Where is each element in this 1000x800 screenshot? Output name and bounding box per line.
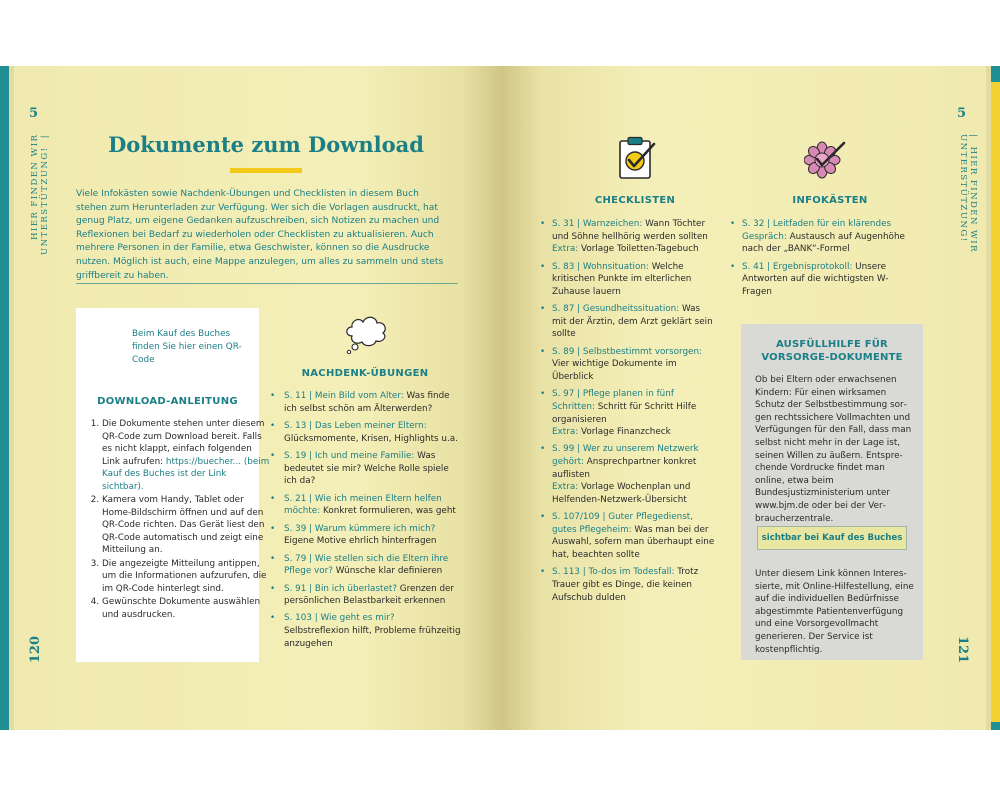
infokaesten-heading: INFOKÄSTEN <box>792 195 868 206</box>
list-item <box>262 450 462 488</box>
item-text: Was finde ich selbst schön am Älterwerden? <box>284 391 450 414</box>
item-text: Austausch auf Augenhöhe nach der „BANK“-Formel <box>742 231 905 255</box>
nachdenk-list <box>262 390 462 655</box>
step-text: Gewünschte Dokumente auswählen und ausdrucken. <box>102 597 261 620</box>
download-heading: DOWNLOAD-ANLEITUNG <box>97 396 238 407</box>
item-text: Vier wichtige Dokumente im Überblick <box>552 359 677 382</box>
download-steps <box>86 418 270 622</box>
list-item <box>102 558 270 596</box>
list-item <box>726 261 912 299</box>
chapter-number: 5 <box>29 106 39 121</box>
page-reference: S. 97 | Pflege planen in fünf Schritten: <box>552 389 674 412</box>
item-text: Schritt für Schritt Hilfe organisieren <box>552 401 697 425</box>
list-item <box>102 418 270 493</box>
qr-code-placeholder: Beim Kauf des Buches finden Sie hier einen QR-Code <box>132 329 242 365</box>
list-item <box>262 493 462 518</box>
checklisten-heading: CHECKLISTEN <box>594 195 676 206</box>
section-title: HIER FINDEN WIR UNTERSTÜTZUNG! <box>958 134 978 253</box>
chapter-number: 5 <box>957 106 967 121</box>
hidden-link-button[interactable]: sichtbar bei Kauf des Buches <box>757 526 907 550</box>
page-reference: S. 11 | Mein Bild vom Alter: <box>284 391 404 401</box>
list-item <box>536 303 716 341</box>
page-reference: S. 107/109 | Guter Pflegedienst, gutes Pflegeheim: <box>552 512 694 535</box>
list-item <box>262 612 462 650</box>
thought-cloud-icon <box>342 312 392 354</box>
download-link[interactable]: https://buecher... (beim Kauf des Buches ist der Link sichtbar). <box>102 456 270 492</box>
item-text: Konkret formulieren, was geht <box>320 506 456 517</box>
item-text: Was mit der Ärztin, dem Arzt geklärt sein sollte <box>552 304 713 340</box>
list-item <box>102 596 270 621</box>
list-item <box>102 494 270 557</box>
list-item <box>262 523 462 548</box>
list-item <box>536 346 716 384</box>
page-reference: S. 83 | Wohnsituation: <box>552 261 649 272</box>
page-reference: S. 19 | Ich und meine Familie: <box>284 450 415 461</box>
page-reference: S. 87 | Gesundheitssituation: <box>552 304 680 315</box>
item-text: Selbstreflexion hilft, Probleme frühzeitig anzugehen <box>284 626 461 649</box>
list-item <box>536 443 716 506</box>
page-number-left: 120 <box>28 636 43 664</box>
item-text: Trotz Trauer gibt es Dinge, die keinen Aufschub dulden <box>552 567 699 603</box>
list-item <box>262 420 462 445</box>
item-text: Grenzen der persönlichen Belastbarkeit erkennen <box>284 583 455 607</box>
extra-text: Vorlage Wochenplan und Helfenden-Netzwerk-Übersicht <box>552 482 691 505</box>
ausfuellhilfe-text: Ob bei Eltern oder erwachsenen Kindern: Für einen wirksamen Schutz der Selbstbestimmung sorgen rechtssichere Vollmachten und Verfügungen für den Fall, dass man selbst nicht mehr in der Lage ist, seinen Willen zu äußern. Entsprechende Vordrucke findet man online, etwa beim Bundesjustizministerium unter www.bjm.de oder bei der Verbraucherzentrale. <box>755 375 912 524</box>
item-text: Wann Töchter und Söhne hellhörig werden sollten <box>552 219 708 242</box>
list-item <box>262 583 462 608</box>
page-reference: S. 99 | Wer zu unserem Netzwerk gehört: <box>552 444 699 468</box>
page-reference: S. 39 | Warum kümmere ich mich? <box>284 523 436 534</box>
page-reference: S. 31 | Warnzeichen: <box>552 219 643 229</box>
item-text: Was bedeutet sie mir? Welche Rolle spiele ich da? <box>284 450 449 487</box>
page-title: Dokumente zum Download <box>108 132 424 157</box>
page-reference: S. 89 | Selbstbestimmt vorsorgen: <box>552 346 703 357</box>
page-number-right: 121 <box>955 636 970 664</box>
checklisten-list <box>536 218 716 609</box>
ausfuellhilfe-text-2: Unter diesem Link können Interessierte, mit Online-Hilfestellung, eine auf die individuellen Bedürfnisse abgestimmte Patientenverfügung und eine Vorsorgevollmacht generieren. Der Service ist kostenpflichtig. <box>755 569 914 655</box>
page-reference: S. 13 | Das Leben meiner Eltern: <box>284 420 427 431</box>
step-text: Die angezeigte Mitteilung antippen, um die Informationen aufzurufen, die im QR-Code hinterlegt sind. <box>102 558 267 594</box>
extra-label: Extra: <box>552 244 579 255</box>
list-item <box>262 553 462 578</box>
list-item <box>726 218 912 256</box>
separator: | <box>40 134 50 139</box>
item-text: Welche kritischen Punkte im elterlichen Zuhause lauern <box>552 261 692 297</box>
item-text: Wünsche klar definieren <box>332 566 443 577</box>
page-reference: S. 103 | Wie geht es mir? <box>284 613 395 624</box>
infokaesten-list <box>726 218 912 303</box>
clipboard-check-icon <box>618 136 656 180</box>
flower-check-icon <box>804 140 848 180</box>
download-box <box>76 308 270 662</box>
page-reference: S. 91 | Bin ich überlastet? <box>284 583 398 594</box>
item-text: Eigene Motive ehrlich hinterfragen <box>284 536 437 547</box>
ausfuellhilfe-box <box>741 324 923 660</box>
list-item <box>262 390 462 415</box>
intro-text: Viele Infokästen sowie Nachdenk-Übungen und Checklisten in diesem Buch stehen zum Herunterladen zur Verfügung. Wer sich die Vorlagen ausdruckt, hat genug Platz, um eigene Gedanken aufzuschreiben, sich Notizen zu machen und Reflexionen bei Bedarf zu wiederholen oder Checklisten zu aktualisieren. Auch mehrere Personen in der Familie, etwa Geschwister, können so die Ausdrucke nutzen. Möglich ist auch, eine Mappe anzulegen, um alles zu sammeln und stets griffbereit zu haben. <box>76 189 444 281</box>
list-item <box>536 511 716 561</box>
nachdenk-heading: NACHDENK-ÜBUNGEN <box>301 368 429 379</box>
item-text: Ansprechpartner konkret auflisten <box>552 457 697 480</box>
list-item <box>536 388 716 438</box>
section-title: HIER FINDEN WIR UNTERSTÜTZUNG! <box>30 134 50 256</box>
page-reference: S. 41 | Ergebnisprotokoll: <box>742 261 853 272</box>
step-text: Die Dokumente stehen unter diesem QR-Code zum Download bereit. Falls es nicht klappt, einfach folgenden Link aufrufen: <box>102 419 265 467</box>
item-text: Glücksmomente, Krisen, Highlights u.a. <box>284 433 458 444</box>
page-reference: S. 113 | To-dos im Todesfall: <box>552 567 675 578</box>
page-reference: S. 79 | Wie stellen sich die Eltern ihre Pflege vor? <box>284 553 449 577</box>
extra-text: Vorlage Toiletten-Tagebuch <box>578 244 699 255</box>
page-reference: S. 32 | Leitfaden für ein klärendes Gespräch: <box>742 219 892 242</box>
list-item <box>536 261 716 299</box>
extra-label: Extra: <box>552 427 579 438</box>
content-layer <box>0 66 1000 730</box>
ausfuellhilfe-heading: AUSFÜLLHILFE FÜR VORSORGE-DOKUMENTE <box>761 339 903 363</box>
item-text: Was man bei der Auswahl, sofern man überhaupt eine hat, beachten sollte <box>552 524 715 561</box>
item-text: Unsere Antworten auf die wichtigsten W-Fragen <box>742 261 889 297</box>
separator: | <box>968 134 978 139</box>
extra-text: Vorlage Finanzcheck <box>578 427 671 438</box>
list-item <box>536 218 716 256</box>
list-item <box>536 566 716 604</box>
step-text: Kamera vom Handy, Tablet oder Home-Bildschirm öffnen und auf den QR-Code richten. Das Gerät liest den QR-Code automatisch und zeigt eine Mitteilung an. <box>102 495 265 555</box>
divider <box>76 283 458 284</box>
page-reference: S. 21 | Wie ich meinen Eltern helfen möchte: <box>284 493 442 517</box>
title-underline <box>230 168 302 173</box>
extra-label: Extra: <box>552 482 579 493</box>
